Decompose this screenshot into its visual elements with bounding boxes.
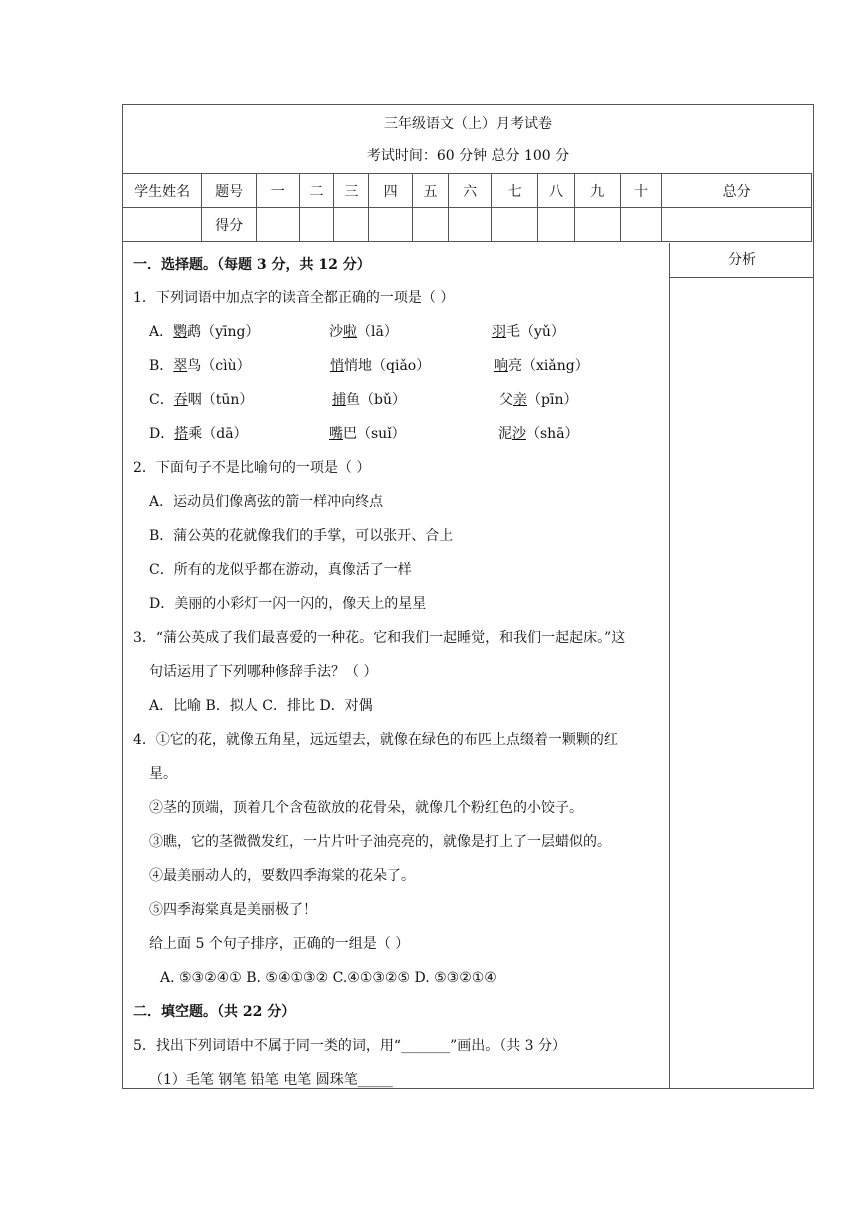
q1-b-label: B． (149, 358, 174, 374)
q2-option-c: C．所有的龙似乎都在游动，真像活了一样 (149, 562, 412, 578)
q1-d-w1-rest: 乘（dā） (188, 426, 248, 442)
q1-d-w2-rest: 巴（suǐ） (343, 426, 406, 442)
q1-b-w3-dot: 响 (494, 358, 508, 374)
cell-q-6: 六 (448, 174, 492, 208)
cell-student-name-label: 学生姓名 (123, 174, 202, 208)
exam-title: 三年级语文（上）月考试卷 (384, 116, 552, 132)
cell-q-7: 七 (492, 174, 538, 208)
q1-c-w3-pre: 父 (499, 392, 513, 408)
cell-q-1: 一 (256, 174, 299, 208)
cell-score-8[interactable] (538, 208, 575, 242)
q2-stem: 2．下面句子不是比喻句的一项是（ ） (133, 460, 371, 476)
q4-sentence2: ②茎的顶端，顶着几个含苞欲放的花骨朵，就像几个粉红色的小饺子。 (149, 800, 583, 816)
cell-score-label: 得分 (202, 208, 257, 242)
q1-d-label: D． (149, 426, 175, 442)
q1-option-d-word3 (498, 425, 579, 443)
q1-option-b-word2 (330, 357, 430, 375)
q1-a-w1-rest: 鹉（yīng） (187, 324, 260, 340)
cell-q-4: 四 (369, 174, 413, 208)
q2-option-a: A．运动员们像离弦的箭一样冲向终点 (149, 494, 384, 510)
q1-c-label: C． (149, 392, 174, 408)
cell-score-5[interactable] (412, 208, 448, 242)
q1-a-w1-dot: 鹦 (173, 324, 188, 340)
q4-sentence1a: 4．①它的花，就像五角星，远远望去，就像在绿色的布匹上点缀着一颗颗的红 (133, 732, 618, 748)
q1-option-c (149, 391, 253, 409)
cell-score-3[interactable] (334, 208, 369, 242)
q1-option-c-word2 (332, 391, 406, 409)
q1-c-w2-dot: 捕 (332, 392, 346, 408)
q1-option-d (149, 425, 248, 443)
cell-question-no-label: 题号 (202, 174, 257, 208)
column-divider (669, 243, 670, 1089)
q4-sentence3: ③瞧，它的茎微微发红，一片片叶子油亮亮的，就像是打上了一层蜡似的。 (149, 834, 611, 850)
q1-stem: 1．下列词语中加点字的读音全都正确的一项是（ ） (133, 290, 455, 306)
cell-student-name-value[interactable] (123, 208, 202, 242)
q1-c-w1-dot: 吞 (173, 392, 188, 408)
q1-option-c-word3 (499, 391, 577, 409)
q1-a-w2-pre: 沙 (329, 324, 343, 340)
q1-b-w2-rest: 悄地（qiǎo） (344, 358, 431, 374)
q1-d-w1-dot: 搭 (174, 426, 189, 442)
cell-q-8: 八 (538, 174, 575, 208)
q4-sentence4: ④最美丽动人的，要数四季海棠的花朵了。 (149, 868, 415, 884)
exam-frame (122, 104, 814, 1089)
q1-b-w3-rest: 亮（xiǎng） (508, 358, 589, 374)
q1-c-w2-rest: 鱼（bǔ） (346, 392, 406, 408)
cell-score-4[interactable] (369, 208, 413, 242)
q4-options: A. ⑤③②④① B. ⑤④①③② C.④①③②⑤ D. ⑤③②①④ (160, 970, 497, 986)
q4-sentence5: ⑤四季海棠真是美丽极了！ (149, 902, 317, 918)
q4-ask: 给上面 5 个句子排序，正确的一组是（ ） (149, 936, 410, 952)
cell-score-9[interactable] (574, 208, 620, 242)
score-table-header-row (123, 174, 812, 208)
q1-a-w3-rest: 毛（yǔ） (506, 324, 565, 340)
exam-subtitle: 考试时间：60 分钟 总分 100 分 (366, 148, 570, 164)
q1-b-w1-dot: 翠 (173, 358, 188, 374)
section2-heading: 二．填空题。（共 22 分） (133, 1004, 296, 1020)
cell-q-10: 十 (620, 174, 662, 208)
q1-option-a-word3 (492, 323, 565, 341)
q1-option-b (149, 357, 251, 375)
q1-a-label: A． (149, 324, 174, 340)
q2-option-b: B．蒲公英的花就像我们的手掌，可以张开、合上 (149, 528, 454, 544)
q1-c-w3-rest: （pīn） (527, 392, 578, 408)
q1-a-w3-dot: 羽 (492, 324, 506, 340)
q1-c-w1-rest: 咽（tūn） (187, 392, 254, 408)
score-table-score-row (123, 208, 812, 242)
q4-sentence1b: 星。 (149, 766, 177, 782)
q1-b-w1-rest: 鸟（cìù） (187, 358, 251, 374)
cell-score-total[interactable] (662, 208, 812, 242)
cell-q-5: 五 (412, 174, 448, 208)
q1-option-a (149, 323, 260, 341)
q1-d-w2-dot: 嘴 (329, 426, 343, 442)
q1-d-w3-pre: 泥 (498, 426, 512, 442)
score-table (122, 173, 812, 242)
q3-stem-line1: 3．“蒲公英成了我们最喜爱的一种花。它和我们一起睡觉，和我们一起起床。”这 (133, 630, 626, 646)
q1-option-a-word2 (329, 323, 398, 341)
cell-q-9: 九 (574, 174, 620, 208)
q5-stem: 5．找出下列词语中不属于同一类的词，用“_______”画出。（共 3 分） (133, 1038, 567, 1054)
cell-score-1[interactable] (256, 208, 299, 242)
q1-d-w3-rest: （shā） (526, 426, 579, 442)
q3-stem-line2: 句话运用了下列哪种修辞手法？（ ） (149, 664, 378, 680)
cell-score-6[interactable] (448, 208, 492, 242)
q1-option-b-word3 (494, 357, 589, 375)
cell-score-10[interactable] (620, 208, 662, 242)
q1-d-w3-dot: 沙 (512, 426, 526, 442)
q1-c-w3-dot: 亲 (513, 392, 527, 408)
cell-total-label: 总分 (662, 174, 812, 208)
q3-options: A．比喻 B．拟人 C．排比 D．对偶 (149, 698, 373, 714)
cell-q-2: 二 (299, 174, 334, 208)
cell-score-7[interactable] (492, 208, 538, 242)
q1-a-w2-dot: 啦 (343, 324, 357, 340)
q2-option-d: D．美丽的小彩灯一闪一闪的，像天上的星星 (149, 596, 427, 612)
q1-a-w2-rest: （lā） (357, 324, 398, 340)
section1-heading: 一．选择题。（每题 3 分，共 12 分） (133, 257, 371, 273)
cell-score-2[interactable] (299, 208, 334, 242)
q1-b-w2-dot: 悄 (330, 358, 344, 374)
q5-item1: （1）毛笔 钢笔 铅笔 电笔 圆珠笔_____ (149, 1072, 393, 1088)
cell-q-3: 三 (334, 174, 369, 208)
q1-option-d-word2 (329, 425, 406, 443)
analysis-heading: 分析 (670, 243, 814, 278)
